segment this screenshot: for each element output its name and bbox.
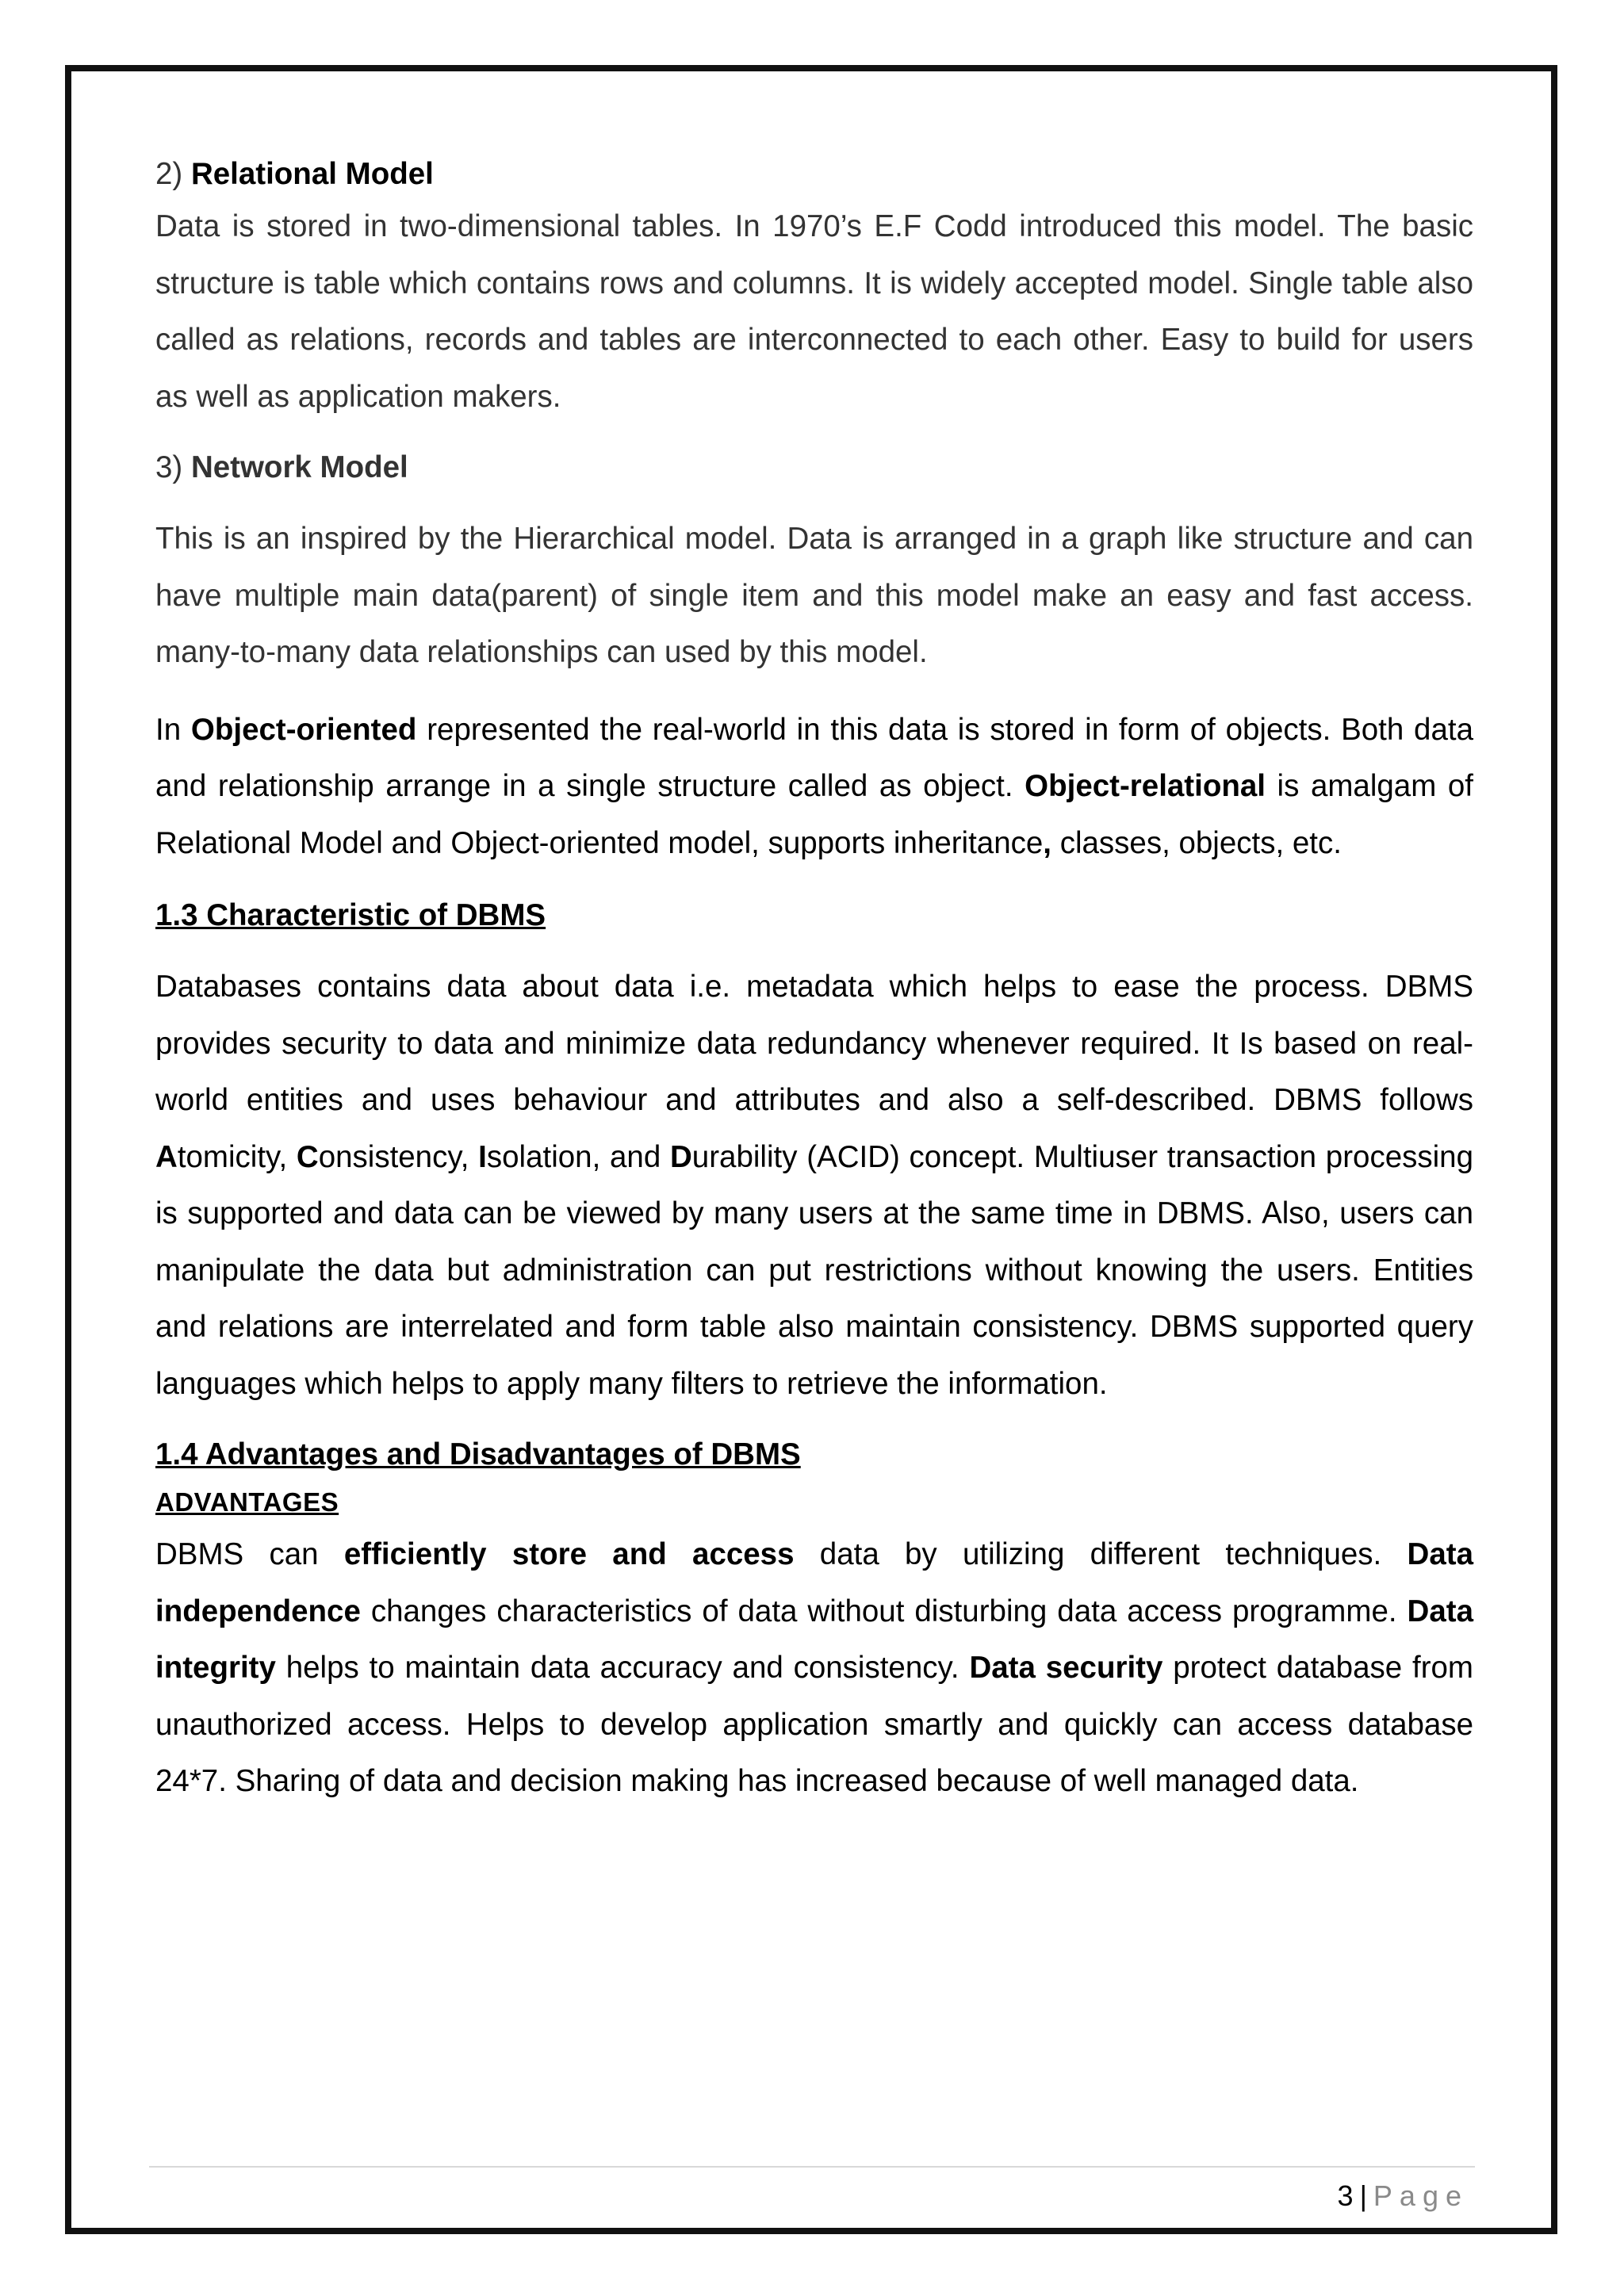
acid-letter-a: A: [155, 1139, 178, 1174]
text-run: solation, and: [486, 1139, 670, 1174]
network-model-title: Network Model: [190, 450, 408, 484]
relational-model-paragraph: Data is stored in two-dimensional tables. In 1970’s E.F Codd introduced this model. The basic structure is table which contains rows and columns. It is widely accepted model. Single table also called as relations, records and tables are interconnected to each other. Easy to build for users as well as application makers.: [155, 209, 1473, 414]
advantages-section-title: 1.4 Advantages and Disadvantages of DBMS: [155, 1437, 801, 1471]
text-run: In: [155, 712, 191, 747]
text-run: tomicity,: [177, 1139, 297, 1174]
text-run: helps to maintain data accuracy and consistency.: [275, 1651, 970, 1685]
acid-letter-i: I: [478, 1139, 487, 1174]
text-run: data by utilizing different techniques.: [794, 1537, 1408, 1571]
object-relational-term: Object-relational: [1025, 769, 1266, 803]
relational-model-title: Relational Model: [190, 157, 434, 191]
characteristic-paragraph: [155, 959, 1473, 1412]
network-model-number: 3): [155, 450, 183, 484]
footer-separator: |: [1359, 2179, 1367, 2212]
characteristic-section-title: 1.3 Characteristic of DBMS: [155, 898, 546, 932]
relational-model-number: 2): [155, 157, 183, 191]
text-run: urability (ACID) concept. Multiuser transaction processing is supported and data can be viewed by many users at the same time in DBMS. Also, users can manipulate the data but administration can put restrictions without knowing the users. Entities and relations are interrelated and form table also maintain consistency. DBMS supported query languages which helps to apply many filters to retrieve the information.: [155, 1139, 1473, 1401]
object-models-paragraph: [155, 702, 1473, 872]
text-run: DBMS can: [155, 1537, 344, 1571]
advantages-subtitle: ADVANTAGES: [155, 1487, 339, 1517]
bold-comma: ,: [1043, 825, 1051, 860]
text-run: onsistency,: [318, 1139, 479, 1174]
footer-divider: [149, 2166, 1475, 2168]
document-body: [155, 151, 1473, 1810]
text-run: Databases contains data about data i.e. metadata which helps to ease the process. DBMS provides security to data and minimize data redundancy whenever required. It Is based on real-world entities and uses behaviour and attributes and also a self-described. DBMS follows: [155, 970, 1473, 1117]
page-footer: [1338, 2172, 1469, 2220]
efficient-store-term: efficiently store and access: [343, 1537, 795, 1571]
acid-letter-d: D: [669, 1139, 692, 1174]
network-model-paragraph: This is an inspired by the Hierarchical model. Data is arranged in a graph like structure and can have multiple main data(parent) of single item and this model make an easy and fast access. many-to-many data relationships can used by this model.: [155, 522, 1473, 669]
data-independence-term: Data independence: [155, 1537, 1473, 1628]
object-oriented-term: Object-oriented: [190, 712, 417, 747]
data-security-term: Data security: [969, 1651, 1163, 1685]
page-label: Page: [1373, 2179, 1469, 2212]
network-model-heading: [155, 444, 1473, 492]
relational-model-heading: [155, 151, 1473, 198]
text-run: represented the real-world in this data is stored in form of objects. Both data and relationship arrange in a single structure called as object.: [155, 712, 1473, 803]
data-integrity-term: Data integrity: [155, 1594, 1473, 1685]
text-run: protect database from unauthorized access. Helps to develop application smartly and quickly can access database 24*7. Sharing of data and decision making has increased because of well managed data.: [155, 1651, 1474, 1798]
text-run: is amalgam of Relational Model and Object-oriented model, supports inheritance: [155, 769, 1473, 860]
advantages-paragraph: [155, 1526, 1473, 1810]
page-number: 3: [1337, 2179, 1354, 2212]
acid-letter-c: C: [296, 1139, 319, 1174]
text-run: changes characteristics of data without disturbing data access programme.: [360, 1594, 1408, 1628]
text-run: classes, objects, etc.: [1051, 825, 1342, 860]
